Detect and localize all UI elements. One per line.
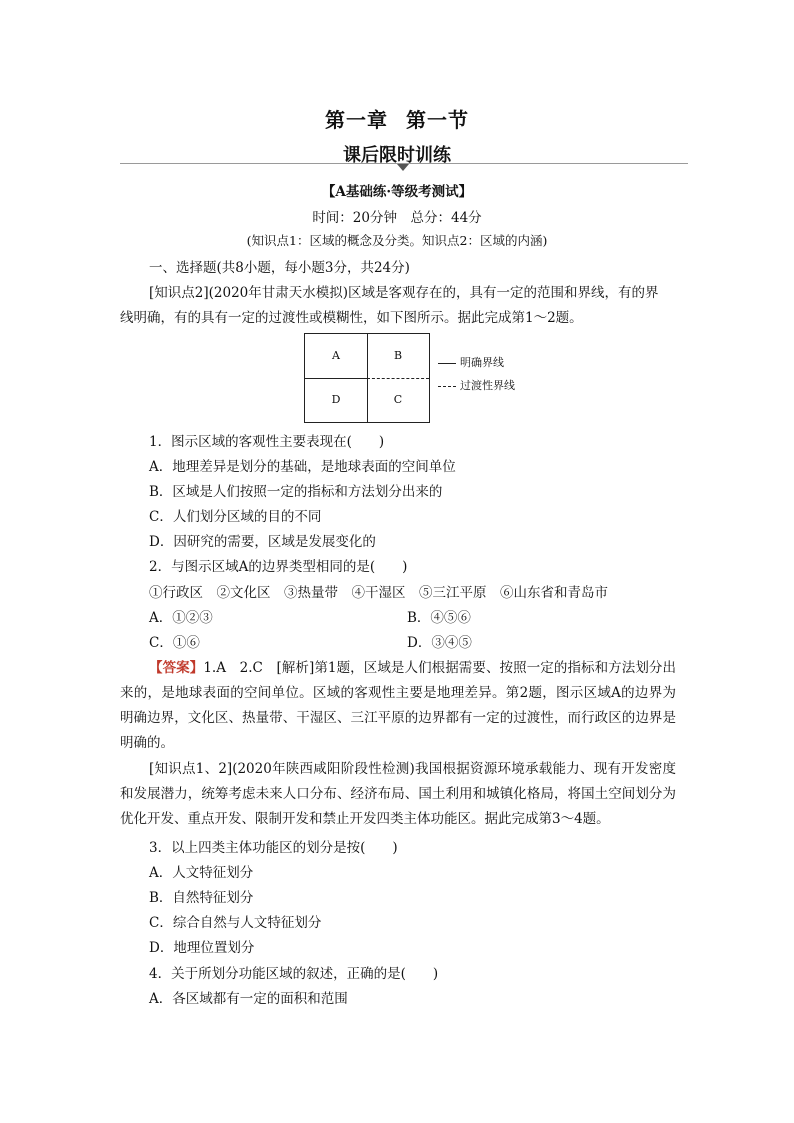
region-boundary-diagram [304, 333, 430, 423]
q2-items: ①行政区 ②文化区 ③热量带 ④干湿区 ⑤三江平原 ⑥山东省和青岛市 [149, 585, 608, 601]
q3-option-c: C．综合自然与人文特征划分 [149, 915, 322, 931]
region-c-cell: C [393, 393, 403, 406]
answer-block [120, 656, 676, 756]
answer-label: 【答案】 [149, 660, 204, 676]
dashed-boundary [367, 378, 429, 379]
q1-option-b: B．区域是人们按照一定的指标和方法划分出来的 [149, 484, 443, 500]
q3-option-a: A．人文特征划分 [149, 865, 254, 881]
q1-stem: 1．图示区域的客观性主要表现在( ) [149, 434, 385, 450]
region-a-cell: A [332, 349, 340, 362]
chapter-label: 第一章 [325, 108, 388, 132]
legend-dashed-label: 过渡性界线 [460, 379, 515, 392]
solid-boundary [305, 378, 367, 379]
q2-option-c: C．①⑥ [149, 635, 200, 651]
q2-option-a: A．①②③ [149, 610, 213, 626]
q1-option-d: D．因研究的需要，区域是发展变化的 [149, 534, 376, 550]
q2-option-b: B．④⑤⑥ [407, 610, 471, 626]
legend-solid-label: 明确界线 [460, 356, 504, 369]
q3-stem: 3．以上四类主体功能区的划分是按( ) [149, 840, 398, 856]
region-d-cell: D [331, 393, 341, 406]
q2-option-d: D．③④⑤ [407, 635, 472, 651]
q3-option-d: D．地理位置划分 [149, 940, 255, 956]
q4-stem: 4．关于所划分功能区域的叙述，正确的是( ) [149, 966, 439, 982]
dashed-line-icon [438, 386, 456, 387]
solid-line-icon [438, 363, 456, 364]
page-subtitle: 课后限时训练 [343, 145, 451, 166]
knowledge-points: (知识点1：区域的概念及分类。知识点2：区域的内涵) [246, 233, 548, 248]
test-label: 【A基础练·等级考测试】 [321, 184, 473, 200]
section-heading: 一、选择题(共8小题，每小题3分，共24分) [149, 260, 410, 276]
q3-option-b: B．自然特征划分 [149, 890, 254, 906]
section-label: 第一节 [406, 108, 469, 132]
q4-option-a: A．各区域都有一定的面积和范围 [149, 991, 348, 1007]
divider-triangle-icon [397, 164, 409, 171]
region-b-cell: B [393, 349, 403, 362]
passage1-line1: [知识点2](2020年甘肃天水模拟)区域是客观存在的，具有一定的范围和界线，有的界 [149, 285, 659, 301]
q1-option-c: C．人们划分区域的目的不同 [149, 509, 322, 525]
legend-solid [438, 354, 504, 370]
passage1-line2: 线明确，有的具有一定的过渡性或模糊性，如下图所示。据此完成第1～2题。 [120, 310, 583, 326]
chapter-title [0, 104, 794, 133]
passage2: [知识点1、2](2020年陕西咸阳阶段性检测)我国根据资源环境承载能力、现有开发密度和发展潜力，统筹考虑未来人口分布、经济布局、国土利用和城镇化格局，将国土空间划分为优化开发、重点开发、限制开发和禁止开发四类主体功能区。据此完成第3～4题。 [120, 761, 676, 827]
q1-option-a: A．地理差异是划分的基础，是地球表面的空间单位 [149, 459, 456, 475]
legend-dashed [438, 377, 515, 393]
answer-text: 1.A 2.C [解析]第1题，区域是人们根据需要、按照一定的指标和方法划分出来的，是地球表面的空间单位。区域的客观性主要是地理差异。第2题，图示区域A的边界为明确边界，文化区、热量带、干湿区、三江平原的边界都有一定的过渡性，而行政区的边界是明确的。 [120, 660, 677, 751]
time-info: 时间：20分钟 总分：44分 [312, 210, 482, 226]
q2-stem: 2．与图示区域A的边界类型相同的是( ) [149, 559, 408, 575]
